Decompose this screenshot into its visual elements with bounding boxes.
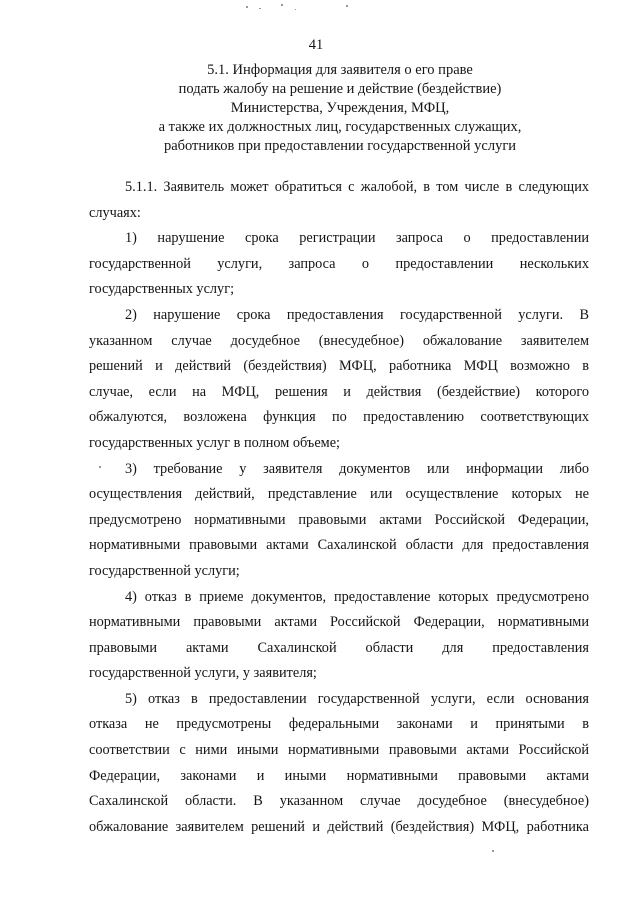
list-item-2 xyxy=(89,303,589,457)
heading-line: а также их должностных лиц, государственных служащих, xyxy=(158,119,522,135)
scan-speck xyxy=(346,5,348,7)
text-line: 3) требование у заявителя документов или информации либо xyxy=(125,460,589,477)
list-item-1 xyxy=(89,226,589,303)
text-line: государственных услуг; xyxy=(89,281,235,298)
text-line: 5.1.1. Заявитель может обратиться с жалобой, в том числе в следующих xyxy=(125,179,589,195)
text-line: 1) нарушение срока регистрации запроса о предоставлении xyxy=(125,230,589,247)
text-line: нормативными правовыми актами Сахалинской области для предоставления xyxy=(89,537,589,554)
text-line: Сахалинской области. В указанном случае досудебное (внесудебное) xyxy=(89,793,589,810)
list-item-3 xyxy=(89,457,589,585)
section-heading xyxy=(80,61,600,156)
list-item-5 xyxy=(89,687,589,841)
text-line: указанном случае досудебное (внесудебное) обжалование заявителем xyxy=(89,332,589,349)
text-line: 2) нарушение срока предоставления государственной услуги. В xyxy=(125,306,589,323)
text-line: нормативными правовыми актами Российской Федерации, нормативными xyxy=(89,614,589,631)
text-line: Федерации, законами и иными нормативными правовыми актами xyxy=(89,767,589,784)
heading-line: работников при предоставлении государственной услуги xyxy=(163,138,517,154)
heading-line: Министерства, Учреждения, МФЦ, xyxy=(230,100,450,116)
page-number: 41 xyxy=(308,37,324,53)
text-line: 5) отказ в предоставлении государственной услуги, если основания xyxy=(125,690,589,707)
text-line: государственной услуги, у заявителя; xyxy=(89,665,317,682)
text-line: государственной услуги, запроса о предоставлении нескольких xyxy=(89,255,589,272)
heading-line: подать жалобу на решение и действие (бездействие) xyxy=(178,81,502,97)
text-line: отказа не предусмотрены федеральными законами и принятыми в xyxy=(89,716,589,733)
list-item-4 xyxy=(89,585,589,687)
text-line: решений и действий (бездействия) МФЦ, работника МФЦ возможно в xyxy=(89,358,589,375)
scan-speck xyxy=(295,9,296,10)
scan-speck xyxy=(259,8,261,9)
paragraph-5-1-1 xyxy=(89,175,589,226)
text-line: обжалуются, возложена функция по предоставлению соответствующих xyxy=(89,409,589,426)
text-line: 4) отказ в приеме документов, предоставление которых предусмотрено xyxy=(125,588,589,605)
text-line: соответствии с ними иными нормативными правовыми актами Российской xyxy=(89,742,589,759)
scan-speck xyxy=(492,850,494,852)
text-line: осуществления действий, представление или осуществление которых не xyxy=(89,486,589,503)
heading-line: 5.1. Информация для заявителя о его праве xyxy=(207,62,473,78)
text-line: предусмотрено нормативными правовыми актами Российской Федерации, xyxy=(89,511,589,528)
text-line: обжалование заявителем решений и действий (бездействия) МФЦ, работника xyxy=(89,818,589,835)
text-line: случае, если на МФЦ, решения и действия (бездействие) которого xyxy=(89,383,589,400)
text-line: правовыми актами Сахалинской области для предоставления xyxy=(89,639,589,656)
scan-speck xyxy=(246,6,248,8)
text-line: случаях: xyxy=(89,204,141,221)
text-line: государственной услуги; xyxy=(89,562,240,579)
document-body xyxy=(89,175,589,840)
scan-speck xyxy=(281,4,283,6)
text-line: государственных услуг в полном объеме; xyxy=(89,434,341,451)
